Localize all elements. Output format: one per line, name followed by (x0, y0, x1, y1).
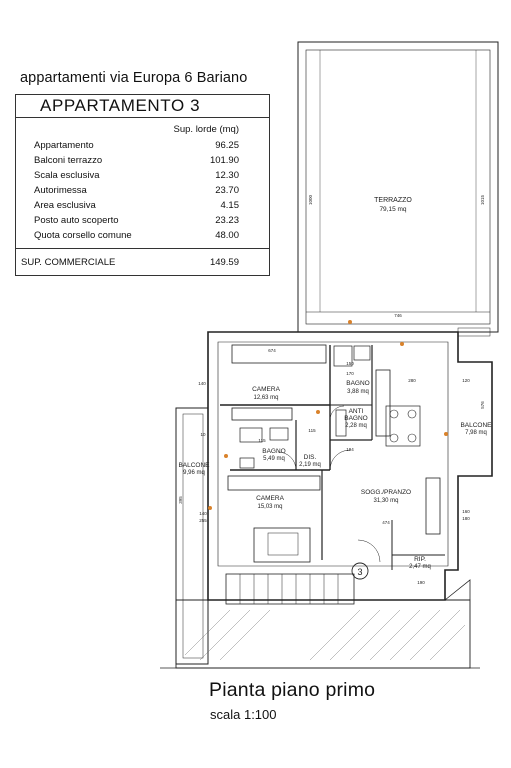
header-title: appartamenti via Europa 6 Bariano (20, 70, 248, 86)
bagno1-area: 3,88 mq (347, 389, 369, 395)
dimension-label: 474 (382, 520, 390, 525)
dimension-label: 170 (346, 371, 354, 376)
dimension-label: 280 (408, 378, 416, 383)
dimension-label: 120 (462, 378, 470, 383)
total-divider (16, 248, 269, 249)
plan-title: Pianta piano primo (209, 679, 376, 701)
bagno2-label: BAGNO (262, 448, 286, 455)
table-row: Autorimessa 23.70 (34, 185, 239, 196)
dimension-label: 140 (199, 511, 207, 516)
dimension-label: 746 (394, 313, 402, 318)
dimension-label: 115 (258, 438, 266, 443)
area-table (15, 94, 270, 276)
ripostiglio-label: RIP. (414, 556, 426, 563)
dis-label: DIS. (303, 454, 317, 461)
dimension-label: 180 (462, 516, 470, 521)
bagno1-label: BAGNO (346, 380, 370, 387)
camera2-label: CAMERA (256, 495, 284, 502)
dis-area: 2,19 mq (299, 462, 321, 468)
terrace-outline (298, 42, 498, 332)
camera1-area: 12,63 mq (253, 395, 279, 401)
camera1-label: CAMERA (252, 386, 280, 393)
dimension-label: 1000 (308, 194, 313, 206)
dimension-label: 140 (198, 381, 206, 386)
plan-scale: scala 1:100 (210, 707, 277, 722)
dimension-label: 194 (346, 447, 354, 452)
antibagno-label-2: BAGNO (344, 415, 368, 422)
dimension-label: 576 (480, 401, 485, 409)
balcone-right-area: 7,98 mq (465, 430, 487, 436)
dimension-label: 150 (346, 361, 354, 366)
camera2-area: 15,03 mq (257, 504, 283, 510)
table-row: Posto auto scoperto 23.23 (34, 215, 239, 226)
antibagno-area: 2,28 mq (345, 423, 367, 429)
terrazzo-label: TERRAZZO (374, 197, 412, 204)
dimension-label: 115 (308, 428, 316, 433)
terrazzo-area: 79,15 mq (379, 206, 407, 213)
table-row: Appartamento 96.25 (34, 140, 239, 151)
dimension-label: 395 (178, 496, 183, 504)
ripostiglio-area: 2,47 mq (409, 564, 431, 570)
balcone-left-label: BALCONE (178, 462, 210, 469)
soggiorno-label: SOGG./PRANZO (360, 489, 412, 496)
table-row: Balconi terrazzo 101.90 (34, 155, 239, 166)
antibagno-label: ANTI (348, 408, 364, 415)
dimension-label: 10 (200, 432, 206, 437)
dimension-label: 1015 (480, 194, 485, 206)
dimension-label: 160 (462, 509, 470, 514)
dimension-label: 255 (199, 518, 207, 523)
table-row: Quota corsello comune 48.00 (34, 230, 239, 241)
balcone-left-area: 9,96 mq (183, 470, 205, 476)
table-row: Area esclusiva 4.15 (34, 200, 239, 211)
unit-number: 3 (357, 567, 363, 577)
dimension-label: 674 (268, 348, 276, 353)
total-row: SUP. COMMERCIALE 149.59 (21, 257, 239, 268)
apartment-title: APPARTAMENTO 3 (16, 95, 269, 118)
bagno2-area: 5,49 mq (263, 456, 285, 462)
column-header: Sup. lorde (mq) (173, 124, 239, 135)
soggiorno-area: 31,30 mq (373, 498, 399, 504)
dimension-label: 190 (417, 580, 425, 585)
table-row: Scala esclusiva 12.30 (34, 170, 239, 181)
balcone-right-label: BALCONE (460, 422, 492, 429)
